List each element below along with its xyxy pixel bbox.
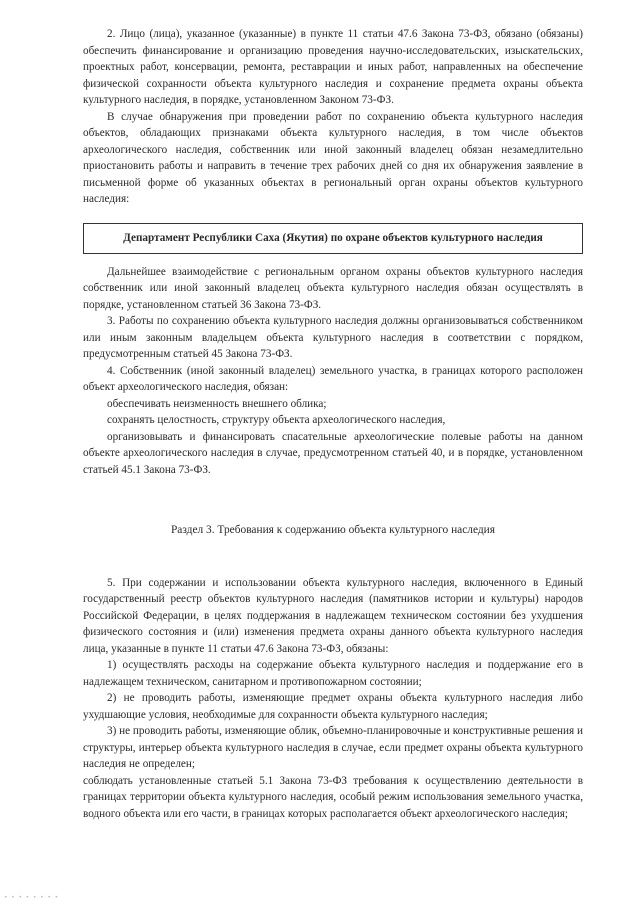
authority-name: Департамент Республики Саха (Якутия) по охране объектов культурного наследия xyxy=(123,231,543,244)
paragraph-2: 2. Лицо (лица), указанное (указанные) в пункте 11 статьи 47.6 Закона 73-ФЗ, обязано (обязаны) обеспечить финансирование и организацию проведения научно-исследовательских, изыскательских, проектных работ, консервации, ремонта, реставрации и иных работ, направленных на обеспечение физической сохранности объекта культурного наследия и сохранение предмета охраны объекта культурного наследия, в порядке, установленном Законом 73-ФЗ. xyxy=(83,28,583,106)
paragraph-4-item-3: организовывать и финансировать спасательные археологические полевые работы на данном объекте археологического наследия в случае, предусмотренном статьей 40, и в порядке, установленном статьей 45.1 Закона 73-ФЗ. xyxy=(83,430,583,476)
paragraph-interaction: Дальнейшее взаимодействие с региональным органом охраны объектов культурного наследия собственник или иной законный владелец объекта культурного наследия обязан осуществлять в порядке, установленном статьей 36 Закона 73-ФЗ. xyxy=(83,265,583,311)
paragraph-3: 3. Работы по сохранению объекта культурного наследия должны организовываться собственником или иным законным владельцем объекта культурного наследия в соответствии с порядком, предусмотренным статьей 45 Закона 73-ФЗ. xyxy=(83,315,583,360)
authority-box xyxy=(83,223,583,254)
paragraph-5-item-2: 2) не проводить работы, изменяющие предмет охраны объекта культурного наследия либо ухудшающие условия, необходимые для сохранности объекта культурного наследия; xyxy=(83,692,583,721)
document-page xyxy=(83,26,583,822)
paragraph-5-item-4: соблюдать установленные статьей 5.1 Закона 73-ФЗ требования к осуществлению деятельности в границах территории объекта культурного наследия, особый режим использования земельного участка, водного объекта или его части, в границах которых располагается объект археологического наследия; xyxy=(83,774,583,820)
paragraph-5-item-3: 3) не проводить работы, изменяющие облик, объемно-планировочные и конструктивные решения и структуры, интерьер объекта культурного наследия в случае, если предмет охраны объекта культурного наследия не определен; xyxy=(83,725,583,770)
paragraph-5-item-1: 1) осуществлять расходы на содержание объекта культурного наследия и поддержание его в надлежащем техническом, санитарном и противопожарном состоянии; xyxy=(83,659,583,688)
paragraph-discovery: В случае обнаружения при проведении работ по сохранению объекта культурного наследия объектов, обладающих признаками объекта культурного наследия, в том числе объектов археологического наследия, собственник или иной законный владелец обязан незамедлительно приостановить работы и направить в течение трех рабочих дней со дня их обнаружения заявление в письменной форме об указанных объектах в региональный орган охраны объектов культурного наследия: xyxy=(83,110,583,205)
paragraph-4-item-1: обеспечивать неизменность внешнего облика; xyxy=(107,397,327,410)
paragraph-4: 4. Собственник (иной законный владелец) земельного участка, в границах которого расположен объект археологического наследия, обязан: xyxy=(83,364,583,393)
section-title: Раздел 3. Требования к содержанию объекта культурного наследия xyxy=(170,524,496,536)
footer-mark: • • • • • • • • xyxy=(4,894,59,901)
paragraph-5: 5. При содержании и использовании объекта культурного наследия, включенного в Единый государственный реестр объектов культурного наследия (памятников истории и культуры) народов Российской Федерации, в целях поддержания в надлежащем техническом состоянии без ухудшения физического состояния и (или) изменения предмета охраны данного объекта культурного наследия лица, указанные в пункте 11 статьи 47.6 Закона 73-ФЗ, обязаны: xyxy=(83,576,583,655)
paragraph-4-item-2: сохранять целостность, структуру объекта археологического наследия, xyxy=(107,414,446,426)
